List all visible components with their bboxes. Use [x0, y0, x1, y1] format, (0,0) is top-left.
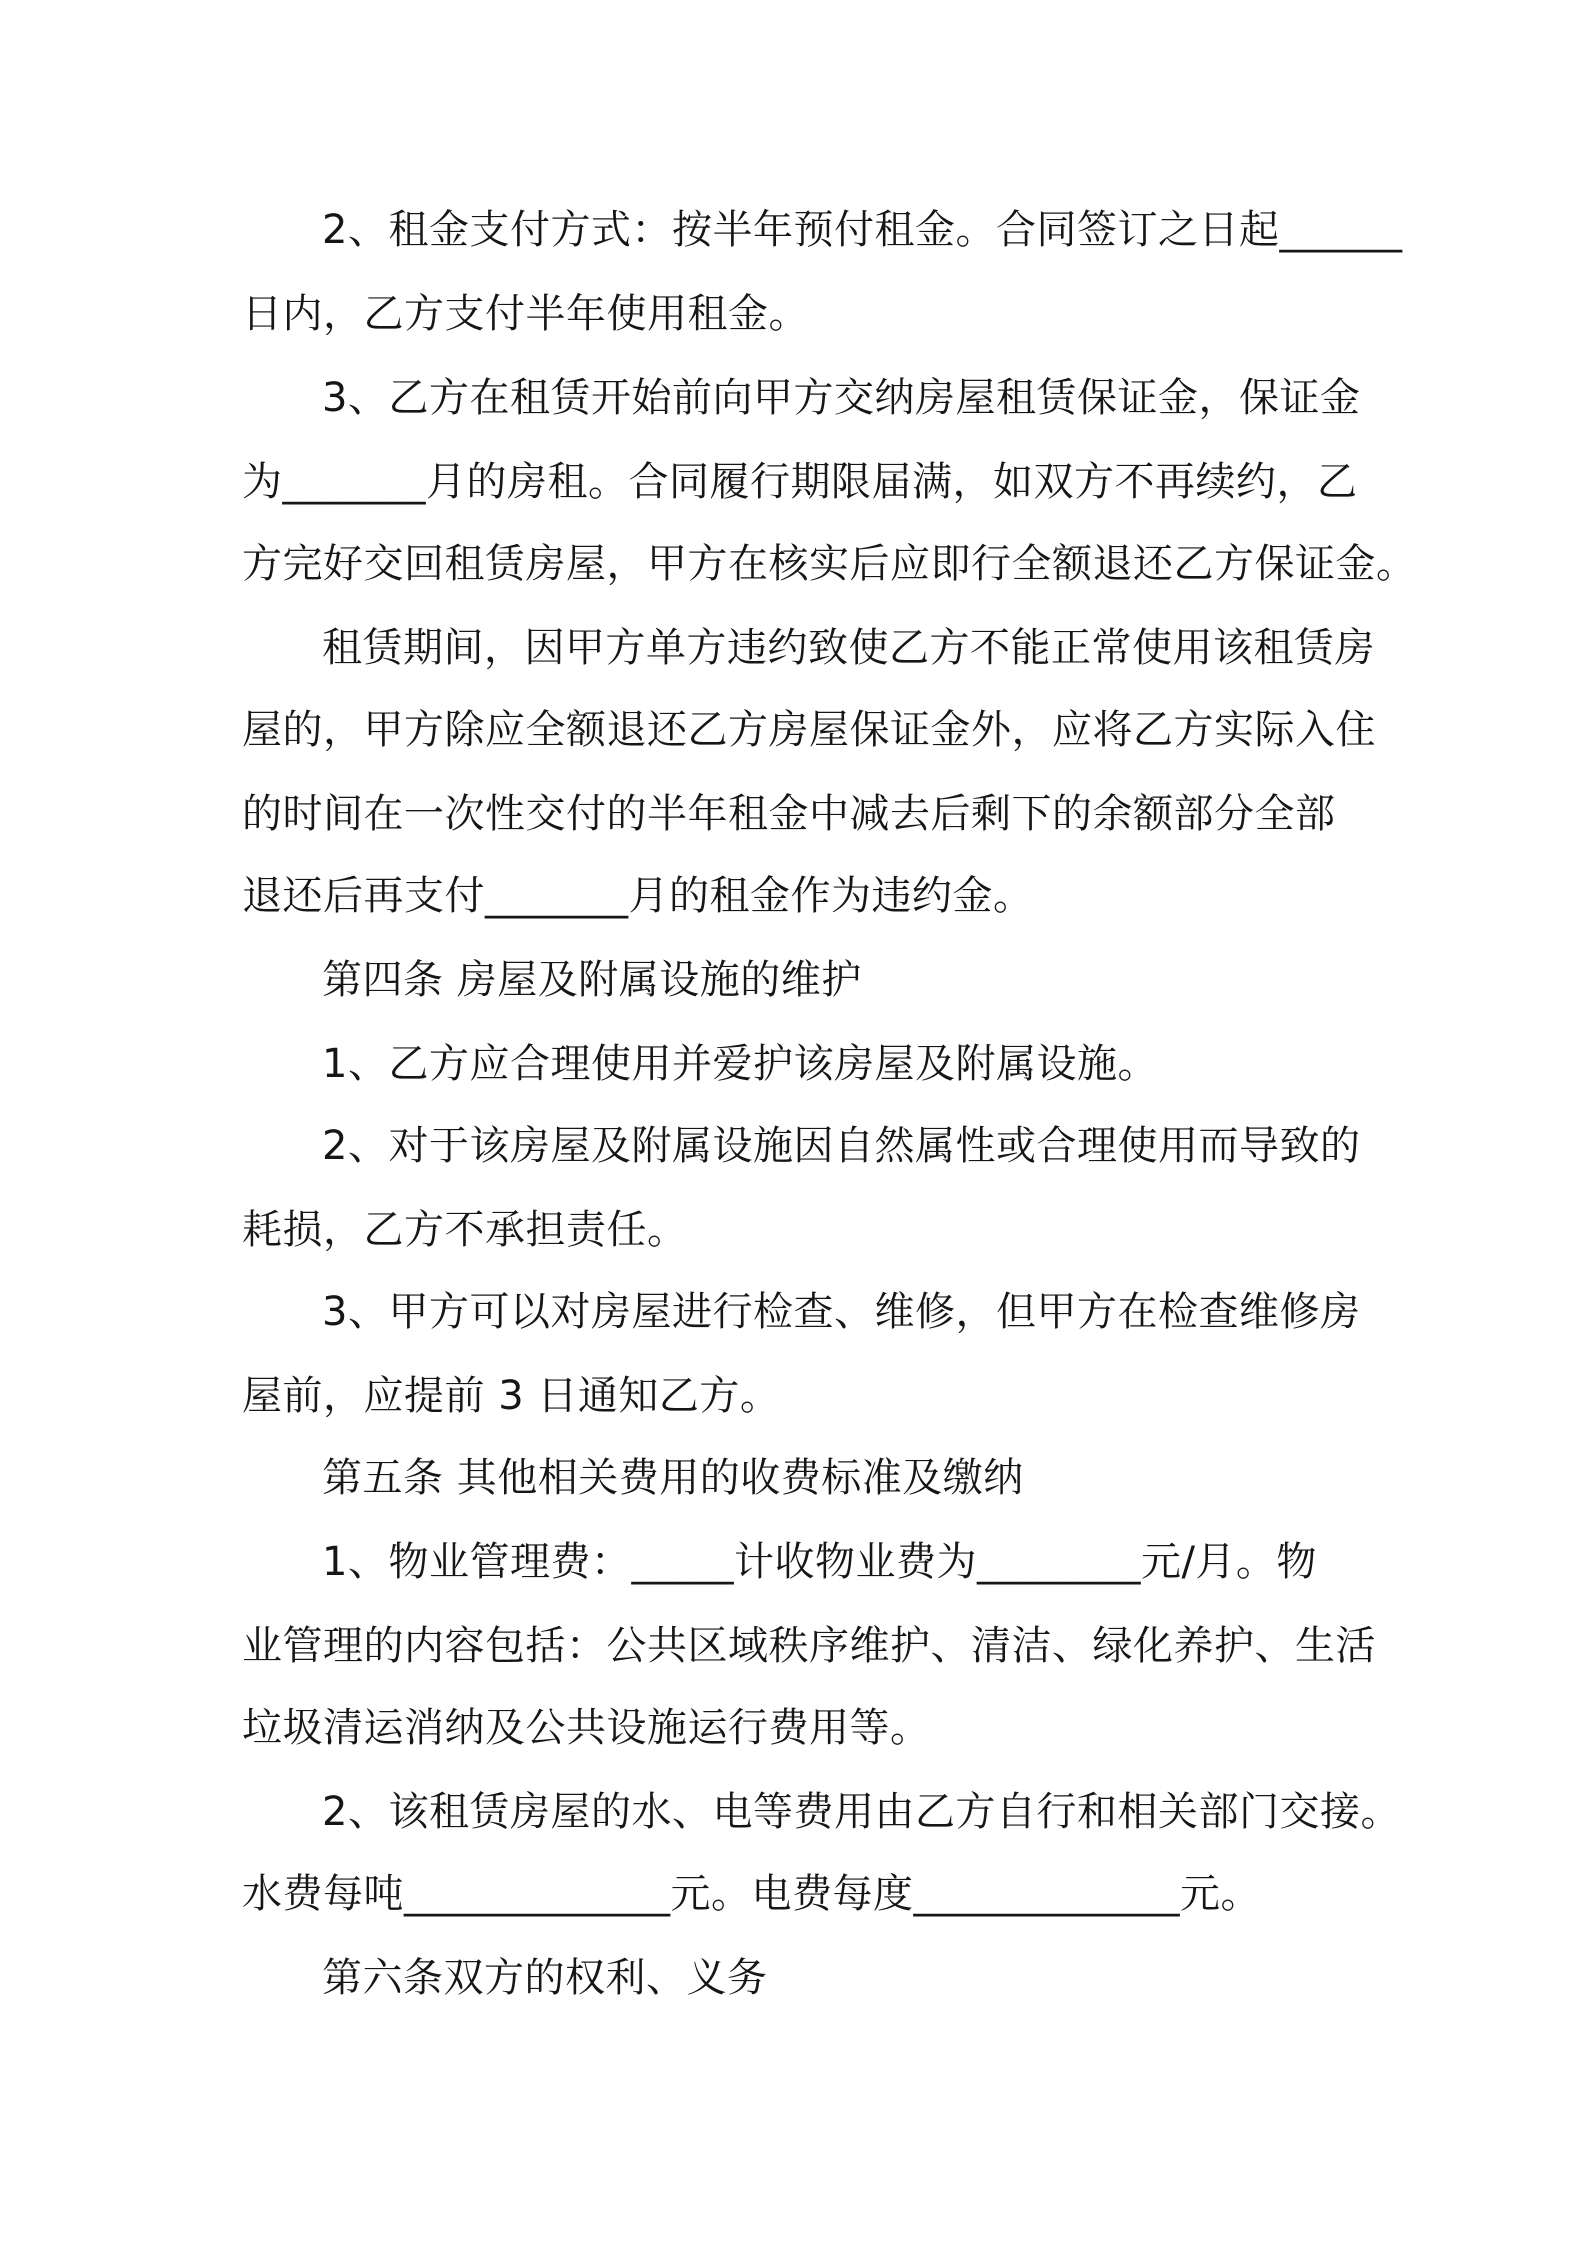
text-line: 3、甲方可以对房屋进行检查、维修，但甲方在检查维修房 [322, 1289, 1361, 1335]
section-heading: 第五条 其他相关费用的收费标准及缴纳 [322, 1455, 1024, 1501]
text-line: 日内，乙方支付半年使用租金。 [242, 291, 809, 337]
text-line: 1、物业管理费：_____计收物业费为________元/月。物 [322, 1539, 1317, 1585]
text-line: 租赁期间，因甲方单方违约致使乙方不能正常使用该租赁房 [322, 625, 1375, 671]
text-line: 2、租金支付方式：按半年预付租金。合同签订之日起______ [322, 207, 1403, 253]
text-line: 的时间在一次性交付的半年租金中减去后剩下的余额部分全部 [242, 791, 1336, 837]
text-line: 垃圾清运消纳及公共设施运行费用等。 [242, 1705, 931, 1751]
text-line: 3、乙方在租赁开始前向甲方交纳房屋租赁保证金，保证金 [322, 375, 1361, 421]
text-line: 业管理的内容包括：公共区域秩序维护、清洁、绿化养护、生活 [242, 1623, 1376, 1669]
section-heading: 第四条 房屋及附属设施的维护 [322, 957, 862, 1003]
section-heading: 第六条双方的权利、义务 [322, 1955, 768, 2001]
text-line: 耗损，乙方不承担责任。 [242, 1207, 688, 1253]
text-line: 屋前，应提前 3 日通知乙方。 [242, 1373, 781, 1419]
text-line: 1、乙方应合理使用并爱护该房屋及附属设施。 [322, 1041, 1158, 1087]
text-line: 水费每吨_____________元。电费每度_____________元。 [242, 1871, 1261, 1917]
text-line: 2、对于该房屋及附属设施因自然属性或合理使用而导致的 [322, 1123, 1361, 1169]
text-line: 屋的，甲方除应全额退还乙方房屋保证金外，应将乙方实际入住 [242, 707, 1376, 753]
text-line: 为_______月的房租。合同履行期限届满，如双方不再续约，乙 [242, 459, 1358, 505]
text-line: 方完好交回租赁房屋，甲方在核实后应即行全额退还乙方保证金。 [242, 541, 1417, 587]
text-line: 退还后再支付_______月的租金作为违约金。 [242, 873, 1034, 919]
text-line: 2、该租赁房屋的水、电等费用由乙方自行和相关部门交接。 [322, 1789, 1401, 1835]
